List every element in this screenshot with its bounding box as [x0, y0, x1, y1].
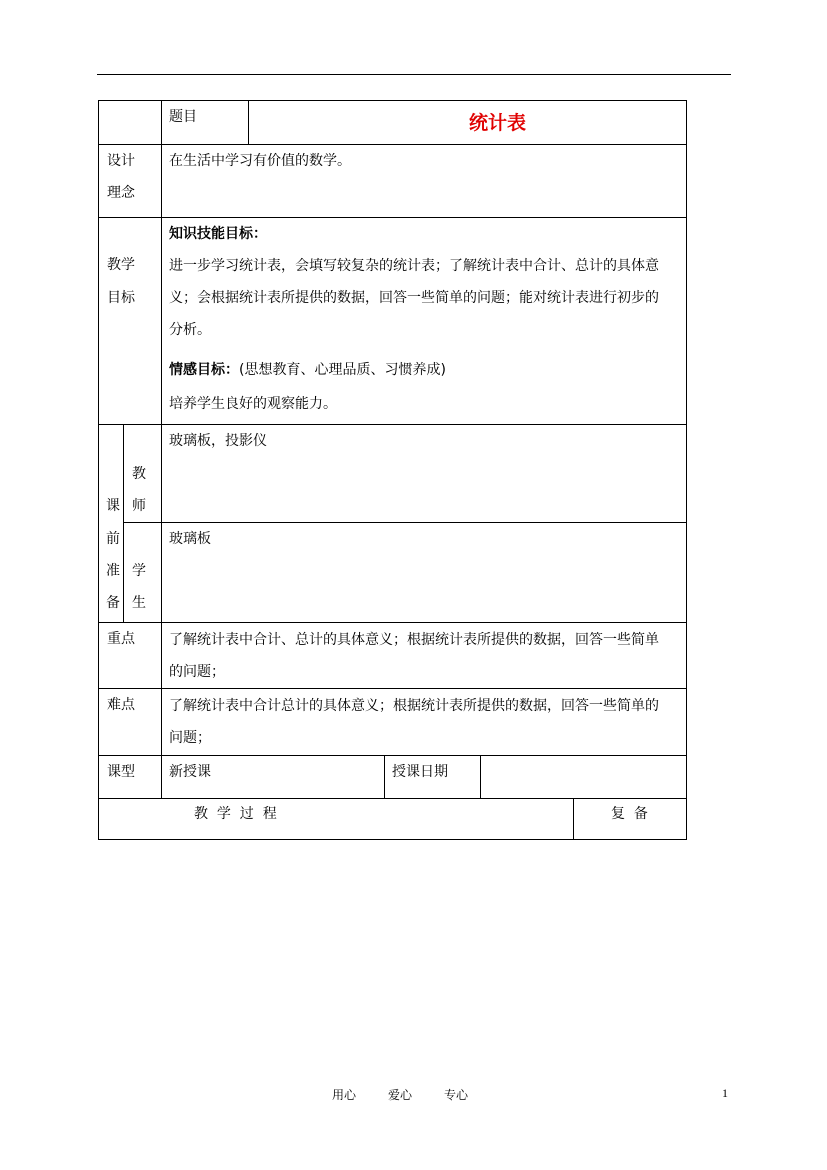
- difficulty-label: 难点: [107, 697, 135, 713]
- review-label: 复 备: [611, 806, 648, 822]
- footer-motto-2: 爱心: [388, 1088, 413, 1102]
- teacher-text: 玻璃板，投影仪: [169, 433, 267, 449]
- concept-label-2: 理念: [107, 185, 135, 201]
- date-value-cell: [480, 755, 687, 799]
- goals-label-1: 教学: [107, 257, 135, 273]
- process-label: 教 学 过 程: [194, 806, 277, 822]
- difficulty-line-2: 问题；: [169, 730, 211, 746]
- prep-label-3: 准: [106, 563, 120, 579]
- emotion-note: (思想教育、心理品质、习惯养成): [239, 362, 446, 378]
- lesson-title: 统计表: [469, 112, 527, 134]
- student-text: 玻璃板: [169, 531, 211, 547]
- footer-motto-1: 用心: [332, 1088, 357, 1102]
- title-blank-cell: [98, 100, 162, 145]
- teacher-label-2: 师: [132, 498, 146, 514]
- prep-label-2: 前: [106, 531, 120, 547]
- emotion-heading-line: [169, 354, 446, 386]
- prep-label-4: 备: [106, 595, 120, 611]
- date-label: 授课日期: [392, 764, 448, 780]
- type-value: 新授课: [169, 764, 211, 780]
- type-label: 课型: [107, 764, 135, 780]
- student-label-2: 生: [132, 595, 146, 611]
- goals-label-2: 目标: [107, 290, 135, 306]
- key-line-2: 的问题；: [169, 664, 225, 680]
- concept-label-1: 设计: [107, 153, 135, 169]
- knowledge-heading: 知识技能目标：: [169, 226, 267, 242]
- difficulty-line-1: 了解统计表中合计总计的具体意义；根据统计表所提供的数据，回答一些简单的: [169, 698, 659, 714]
- knowledge-line-2: 义；会根据统计表所提供的数据，回答一些简单的问题；能对统计表进行初步的: [169, 290, 659, 306]
- header-rule: [97, 74, 731, 75]
- title-label: 题目: [169, 109, 197, 125]
- student-label-1: 学: [132, 563, 146, 579]
- student-text-cell: [161, 522, 687, 623]
- title-value-cell: [248, 100, 687, 145]
- teacher-label-1: 教: [132, 466, 146, 482]
- emotion-heading: 情感目标：: [169, 362, 239, 378]
- knowledge-line-3: 分析。: [169, 322, 211, 338]
- emotion-text: 培养学生良好的观察能力。: [169, 396, 337, 412]
- concept-text: 在生活中学习有价值的数学。: [169, 153, 351, 169]
- key-line-1: 了解统计表中合计、总计的具体意义；根据统计表所提供的数据，回答一些简单: [169, 632, 659, 648]
- knowledge-line-1: 进一步学习统计表，会填写较复杂的统计表；了解统计表中合计、总计的具体意: [169, 258, 659, 274]
- prep-label-1: 课: [106, 498, 120, 514]
- footer-motto-3: 专心: [444, 1088, 469, 1102]
- key-label: 重点: [107, 631, 135, 647]
- page-number: 1: [722, 1086, 728, 1100]
- process-cell: [98, 798, 574, 840]
